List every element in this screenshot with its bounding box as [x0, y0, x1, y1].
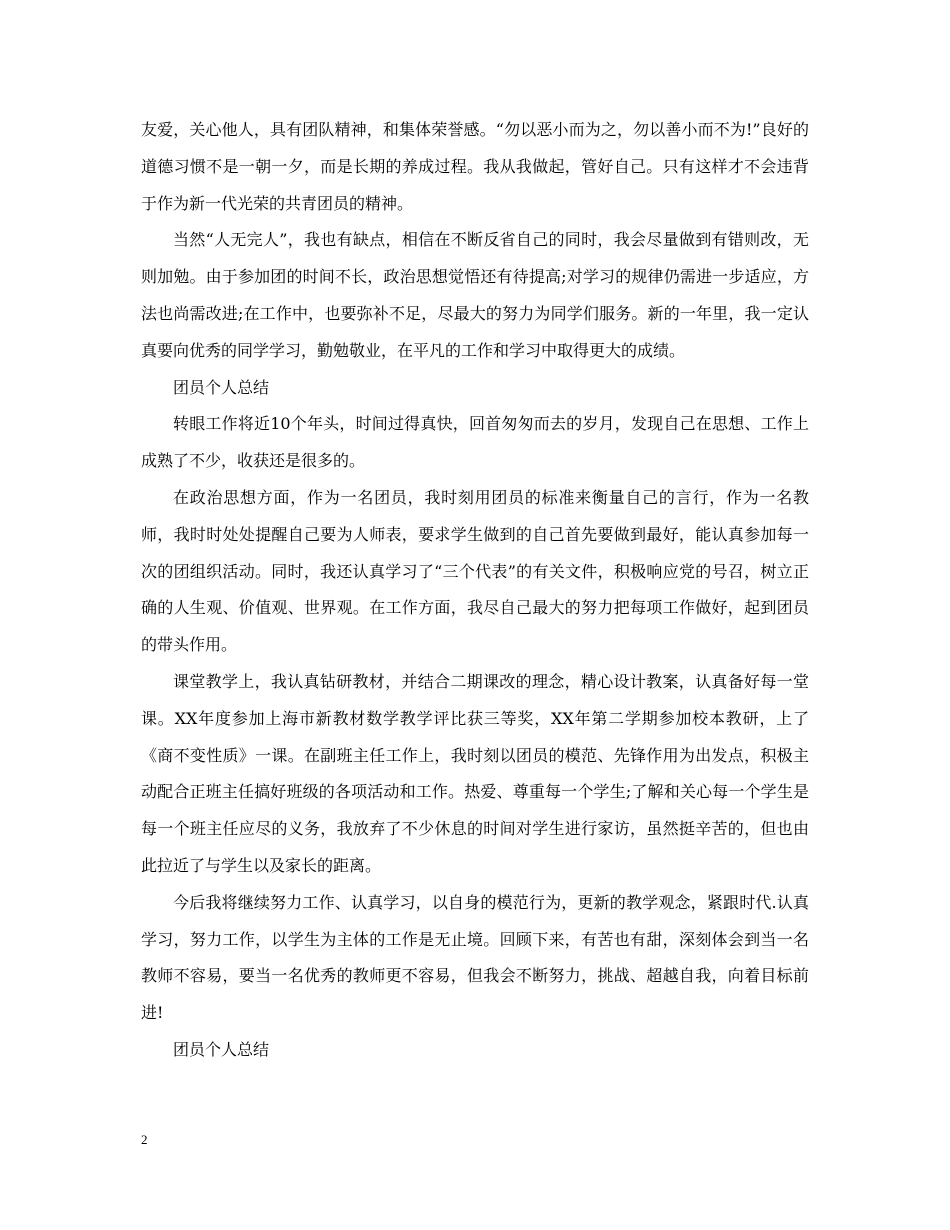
page-number: 2	[141, 1132, 148, 1147]
paragraph-6: 今后我将继续努力工作、认真学习，以自身的模范行为，更新的教学观念，紧跟时代.认真学习，努力工作，以学生为主体的工作是无止境。回顾下来，有苦也有甜，深刻体会到当一名教师不容易，要当一名优秀的教师更不容易，但我会不断努力，挑战、超越自我，向着目标前进!	[141, 892, 809, 1023]
paragraph-1: 友爱，关心他人，具有团队精神，和集体荣誉感。“勿以恶小而为之，勿以善小而不为!”良好的道德习惯不是一朝一夕，而是长期的养成过程。我从我做起，管好自己。只有这样才不会违背于作为新一代光荣的共青团员的精神。	[141, 120, 809, 213]
section-heading-1: 团员个人总结	[173, 377, 270, 397]
paragraph-5: 课堂教学上，我认真钻研教材，并结合二期课改的理念，精心设计教案，认真备好每一堂课。XX年度参加上海市新教材数学教学评比获三等奖，XX年第二学期参加校本教研，上了《商不变性质》一课。在副班主任工作上，我时刻以团员的模范、先锋作用为出发点，积极主动配合正班主任搞好班级的各项活动和工作。热爱、尊重每一个学生;了解和关心每一个学生是每一个班主任应尽的义务，我放弃了不少休息的时间对学生进行家访，虽然挺辛苦的，但也由此拉近了与学生以及家长的距离。	[141, 671, 809, 875]
document-body	[141, 112, 809, 1069]
paragraph-2: 当然“人无完人”，我也有缺点，相信在不断反省自己的同时，我会尽量做到有错则改，无则加勉。由于参加团的时间不长，政治思想觉悟还有待提高;对学习的规律仍需进一步适应，方法也尚需改进;在工作中，也要弥补不足，尽最大的努力为同学们服务。新的一年里，我一定认真要向优秀的同学学习，勤勉敬业，在平凡的工作和学习中取得更大的成绩。	[141, 230, 809, 360]
paragraph-4: 在政治思想方面，作为一名团员，我时刻用团员的标准来衡量自己的言行，作为一名教师，我时时处处提醒自己要为人师表，要求学生做到的自己首先要做到最好，能认真参加每一次的团组织活动。同时，我还认真学习了“三个代表”的有关文件，积极响应党的号召，树立正确的人生观、价值观、世界观。在工作方面，我尽自己最大的努力把每项工作做好，起到团员的带头作用。	[141, 487, 809, 655]
section-heading-2: 团员个人总结	[173, 1039, 270, 1059]
paragraph-3: 转眼工作将近10个年头，时间过得真快，回首匆匆而去的岁月，发现自己在思想、工作上成熟了不少，收获还是很多的。	[141, 414, 809, 471]
